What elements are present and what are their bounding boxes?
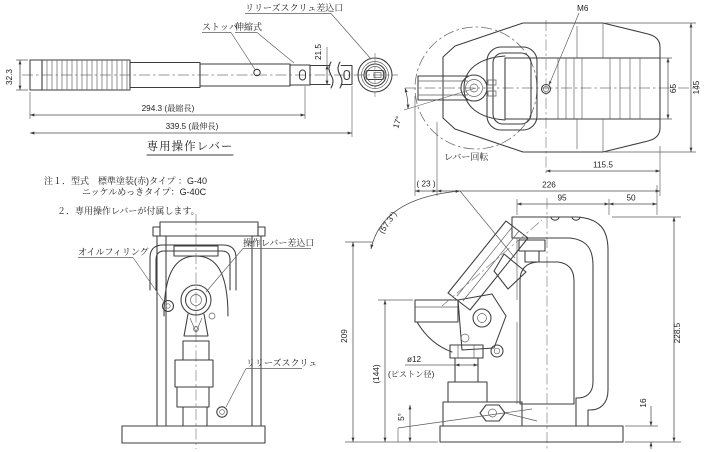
piston-body (175, 360, 213, 387)
claw (415, 300, 458, 322)
dim-lever-arc: (57.3°) (377, 209, 399, 236)
base-slope-line (398, 409, 532, 428)
claw-bracket (417, 322, 452, 352)
linkage-plate (458, 294, 506, 350)
dim-overall-height: 228.5 (673, 322, 682, 344)
flange-facets (458, 345, 474, 358)
note-line-3: ２．専用操作レバーが付属します。 (57, 206, 200, 216)
dim-piston-note: (ピストン径) (388, 370, 435, 379)
dim-overall-width: 145 (692, 80, 701, 95)
pivot-bolt-inner (478, 314, 487, 323)
dim-piston-dia: ø12 (407, 355, 422, 364)
stopper-label: ストッパ (202, 22, 238, 32)
release-screw-label: リリーズスクリュ (246, 358, 318, 368)
dim-center-to-edge: 115.5 (593, 160, 613, 170)
release-screw-front (217, 407, 227, 417)
socket-bore (457, 226, 519, 301)
lever-view-title: 専用操作レバー (146, 141, 234, 153)
notes (44, 175, 207, 216)
front-view (78, 214, 317, 449)
front-callouts (78, 237, 317, 407)
dim-overall-length: 226 (542, 180, 556, 190)
piston-rod (455, 358, 478, 382)
note-line-2: ニッケルめっきタイプ：G-40C (82, 187, 207, 197)
lever-socket-label: 操作レバー差込口 (243, 238, 315, 248)
lever-arc-leg (460, 191, 515, 258)
release-screw-side-center (489, 409, 497, 417)
lever-view (5, 2, 398, 155)
side-view (340, 185, 682, 450)
dim-retracted: 294.3 (最縮長) (141, 104, 195, 113)
link-bolt-small (461, 334, 469, 342)
plate-tab-left (153, 227, 160, 236)
frame-inner (570, 238, 593, 426)
piston-foot (183, 407, 207, 426)
socket-axis (442, 220, 542, 306)
dim-tip-od: 21.5 (314, 44, 323, 60)
dim-offset: ( 23 ) (416, 179, 436, 189)
ram-top (519, 240, 545, 251)
top-plate (160, 222, 258, 236)
link-bolt-lower (491, 345, 503, 357)
top-view (391, 4, 701, 196)
piston-lower (177, 387, 209, 407)
dim-extended: 339.5 (最伸長) (165, 122, 219, 131)
release-socket-label: リリーズスクリュ差込口 (245, 3, 344, 13)
pivot-bolt-outer (473, 309, 491, 327)
frame-outer (576, 217, 608, 426)
top-view-outline (443, 23, 660, 152)
front-base (122, 426, 265, 443)
dim-swing-angle: 17° (391, 115, 404, 130)
note-line-1: 注１．型式 標準塗装(赤)タイプ ：G-40 (44, 176, 208, 186)
release-screw-front-center (220, 410, 225, 415)
dim-base-thickness: 16 (639, 398, 648, 408)
body-ridges (558, 58, 640, 119)
carry-handle-inner (493, 53, 531, 124)
body-inner-rect (505, 58, 660, 119)
link-bolt-lower-center (494, 348, 500, 354)
block-edges (577, 23, 603, 152)
handle-outer (150, 245, 236, 290)
m6-leader (549, 13, 579, 85)
head-plate (512, 217, 576, 238)
dim-base-angle: 5° (397, 413, 406, 421)
dim-lever-height: 209 (340, 329, 349, 343)
dim-rear-depth: 50 (626, 193, 636, 203)
lever-rotation-label: レバー回転 (444, 152, 489, 162)
piston-flange (450, 345, 483, 358)
oil-filling-label: オイルフィリング (78, 247, 149, 257)
ram-nut (525, 251, 539, 262)
dim-body-width: 65 (669, 83, 678, 94)
lever-callouts (202, 2, 371, 70)
swing-angle-arc (405, 88, 408, 109)
dim-head-depth: 95 (557, 193, 567, 203)
side-base (440, 426, 623, 442)
telescopic-label: 伸縮式 (235, 22, 263, 32)
dim-grip-od: 32.3 (5, 69, 14, 85)
release-screw-line (505, 413, 537, 421)
dim-claw-height: (144) (372, 364, 381, 384)
ring-bolt (209, 313, 215, 319)
release-screw-side (480, 405, 505, 421)
m6-label: M6 (577, 4, 589, 13)
piston-cylinder (448, 382, 487, 402)
plate-tab-right (258, 227, 265, 236)
